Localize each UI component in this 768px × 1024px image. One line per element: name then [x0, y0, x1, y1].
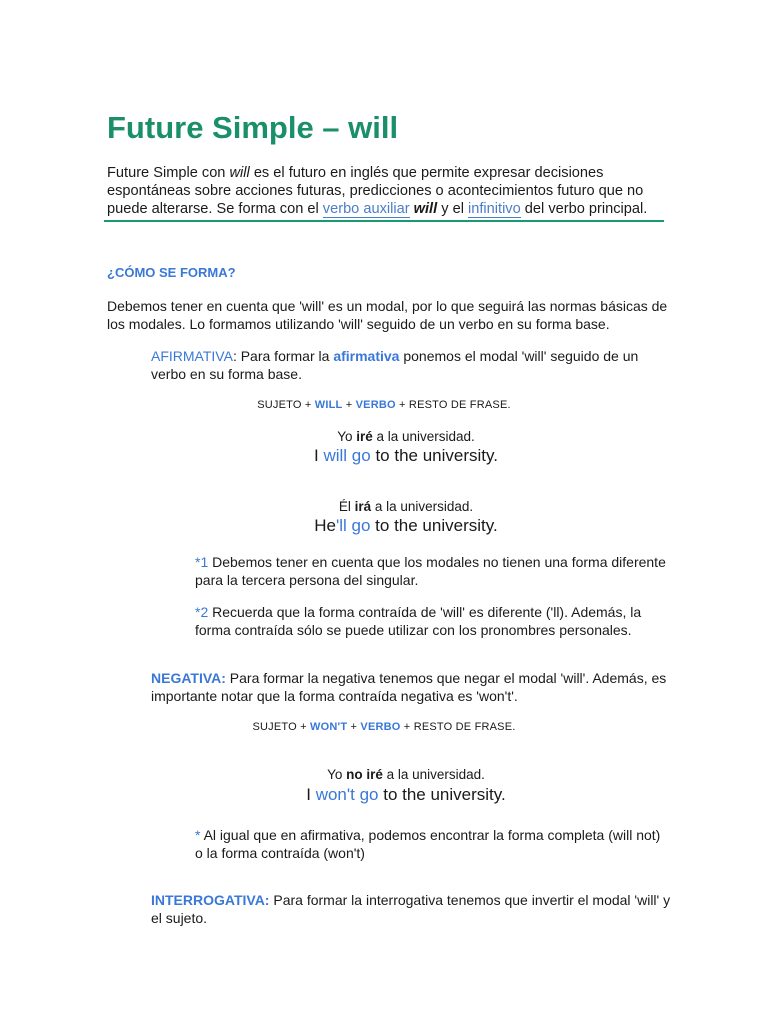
- example-text: a la universidad.: [382, 767, 485, 782]
- affirmative-keyword: afirmativa: [333, 348, 400, 364]
- intro-text: es el futuro en inglés que permite expresar decisiones: [249, 165, 604, 181]
- formula-wont: WON'T: [310, 721, 348, 733]
- negative-example-spanish: [0, 767, 768, 782]
- basics-paragraph: [107, 297, 667, 333]
- footnote-marker: *1: [195, 554, 209, 570]
- formula-will: WILL: [314, 399, 343, 411]
- note-2-line-2: forma contraída sólo se puede utilizar con los pronombres personales.: [195, 622, 632, 638]
- example-text: to the university.: [370, 446, 498, 465]
- negative-note-line-2: o la forma contraída (won't): [195, 845, 365, 861]
- negative-note: [195, 826, 663, 862]
- basics-line-1: Debemos tener en cuenta que 'will' es un modal, por lo que seguirá las normas básicas de: [107, 298, 668, 314]
- formula-plus: +: [399, 399, 406, 411]
- note-2: [195, 603, 663, 639]
- formula-rest: RESTO DE FRASE.: [408, 399, 511, 411]
- intro-text: puede alterarse. Se forma con el: [107, 201, 323, 217]
- affirmative-label: AFIRMATIVA: [151, 348, 233, 364]
- intro-line-2: espontáneas sobre acciones futuras, predicciones o acontecimientos futuro que no: [107, 183, 644, 199]
- affirmative-formula: [0, 399, 768, 411]
- negative-line-2: importante notar que la forma contraída negativa es 'won't'.: [151, 688, 518, 704]
- formula-verb: VERBO: [355, 399, 396, 411]
- negative-paragraph: [151, 669, 666, 705]
- affirmative-text: ponemos el modal 'will' seguido de un: [399, 348, 639, 364]
- affirmative-line-1: [151, 347, 666, 365]
- affirmative-colon: :: [232, 348, 237, 364]
- example-highlight: 'll go: [336, 516, 371, 535]
- intro-text: y el: [437, 201, 468, 217]
- note-text: Recuerda que la forma contraída de 'will' es diferente ('ll). Además, la: [208, 604, 642, 620]
- note-2-line-1: [195, 603, 663, 621]
- intro-line-1: [107, 164, 667, 182]
- negative-formula: [0, 721, 768, 733]
- interrogative-label: INTERROGATIVA:: [151, 892, 270, 908]
- intro-will-bold-italic: will: [413, 201, 438, 217]
- infinitivo-link[interactable]: infinitivo: [468, 201, 521, 217]
- example-text: I: [306, 785, 316, 804]
- intro-paragraph: [107, 164, 667, 218]
- example-text: a la universidad.: [372, 429, 475, 444]
- note-1-line-1: [195, 553, 666, 571]
- example-1-spanish: [0, 429, 768, 444]
- affirmative-paragraph: [151, 347, 666, 383]
- example-highlight: won't go: [315, 785, 379, 804]
- example-text: to the university.: [378, 785, 506, 804]
- formula-rest: RESTO DE FRASE.: [413, 721, 516, 733]
- negative-example-english: [0, 785, 768, 805]
- note-1-line-2: para la tercera persona del singular.: [195, 572, 419, 588]
- example-verb-bold: iré: [356, 429, 373, 444]
- example-verb-bold: no iré: [346, 767, 383, 782]
- negative-text: Para formar la negativa tenemos que negar el modal 'will'. Además, es: [225, 670, 667, 686]
- example-highlight: will go: [323, 446, 371, 465]
- formula-subject: SUJETO: [252, 721, 297, 733]
- note-text: Al igual que en afirmativa, podemos encontrar la forma completa (will not): [200, 827, 661, 843]
- page-title: Future Simple – will: [107, 110, 399, 145]
- formula-plus: +: [304, 399, 312, 411]
- formula-plus: +: [300, 721, 307, 733]
- example-text: I: [314, 446, 324, 465]
- verbo-auxiliar-link[interactable]: verbo auxiliar: [322, 201, 410, 217]
- formula-subject: SUJETO: [257, 399, 302, 411]
- footnote-marker: *: [195, 827, 201, 843]
- example-2-english: [0, 516, 768, 536]
- footnote-marker: *2: [195, 604, 209, 620]
- interrogative-line-1: [151, 891, 671, 909]
- negative-label: NEGATIVA:: [151, 670, 226, 686]
- interrogative-line-2: el sujeto.: [151, 910, 208, 926]
- example-text: Él: [338, 499, 355, 514]
- intro-text: del verbo principal.: [520, 201, 648, 217]
- interrogative-paragraph: [151, 891, 671, 927]
- example-text: a la universidad.: [371, 499, 474, 514]
- formula-plus: +: [345, 399, 353, 411]
- example-text: He: [314, 516, 337, 535]
- example-2-spanish: [0, 499, 768, 514]
- example-text: Yo: [327, 767, 347, 782]
- affirmative-line-2: verbo en su forma base.: [151, 366, 302, 382]
- example-text: Yo: [337, 429, 357, 444]
- affirmative-text: Para formar la: [236, 348, 334, 364]
- intro-text: Future Simple con: [107, 165, 230, 181]
- example-1-english: [0, 446, 768, 466]
- formula-verb: VERBO: [360, 721, 401, 733]
- formula-plus: +: [350, 721, 358, 733]
- negative-line-1: [151, 669, 666, 687]
- intro-line-3: [107, 200, 667, 218]
- interrogative-text: Para formar la interrogativa tenemos que invertir el modal 'will' y: [269, 892, 671, 908]
- section-heading: ¿CÓMO SE FORMA?: [107, 265, 236, 280]
- example-verb-bold: irá: [354, 499, 372, 514]
- negative-note-line-1: [195, 826, 663, 844]
- example-text: to the university.: [370, 516, 498, 535]
- note-1: [195, 553, 666, 589]
- basics-line-2: los modales. Lo formamos utilizando 'will' seguido de un verbo en su forma base.: [107, 316, 610, 332]
- note-text: Debemos tener en cuenta que los modales no tienen una forma diferente: [208, 554, 666, 570]
- formula-plus: +: [403, 721, 411, 733]
- intro-will-italic: will: [229, 165, 250, 181]
- section-divider: [104, 220, 664, 222]
